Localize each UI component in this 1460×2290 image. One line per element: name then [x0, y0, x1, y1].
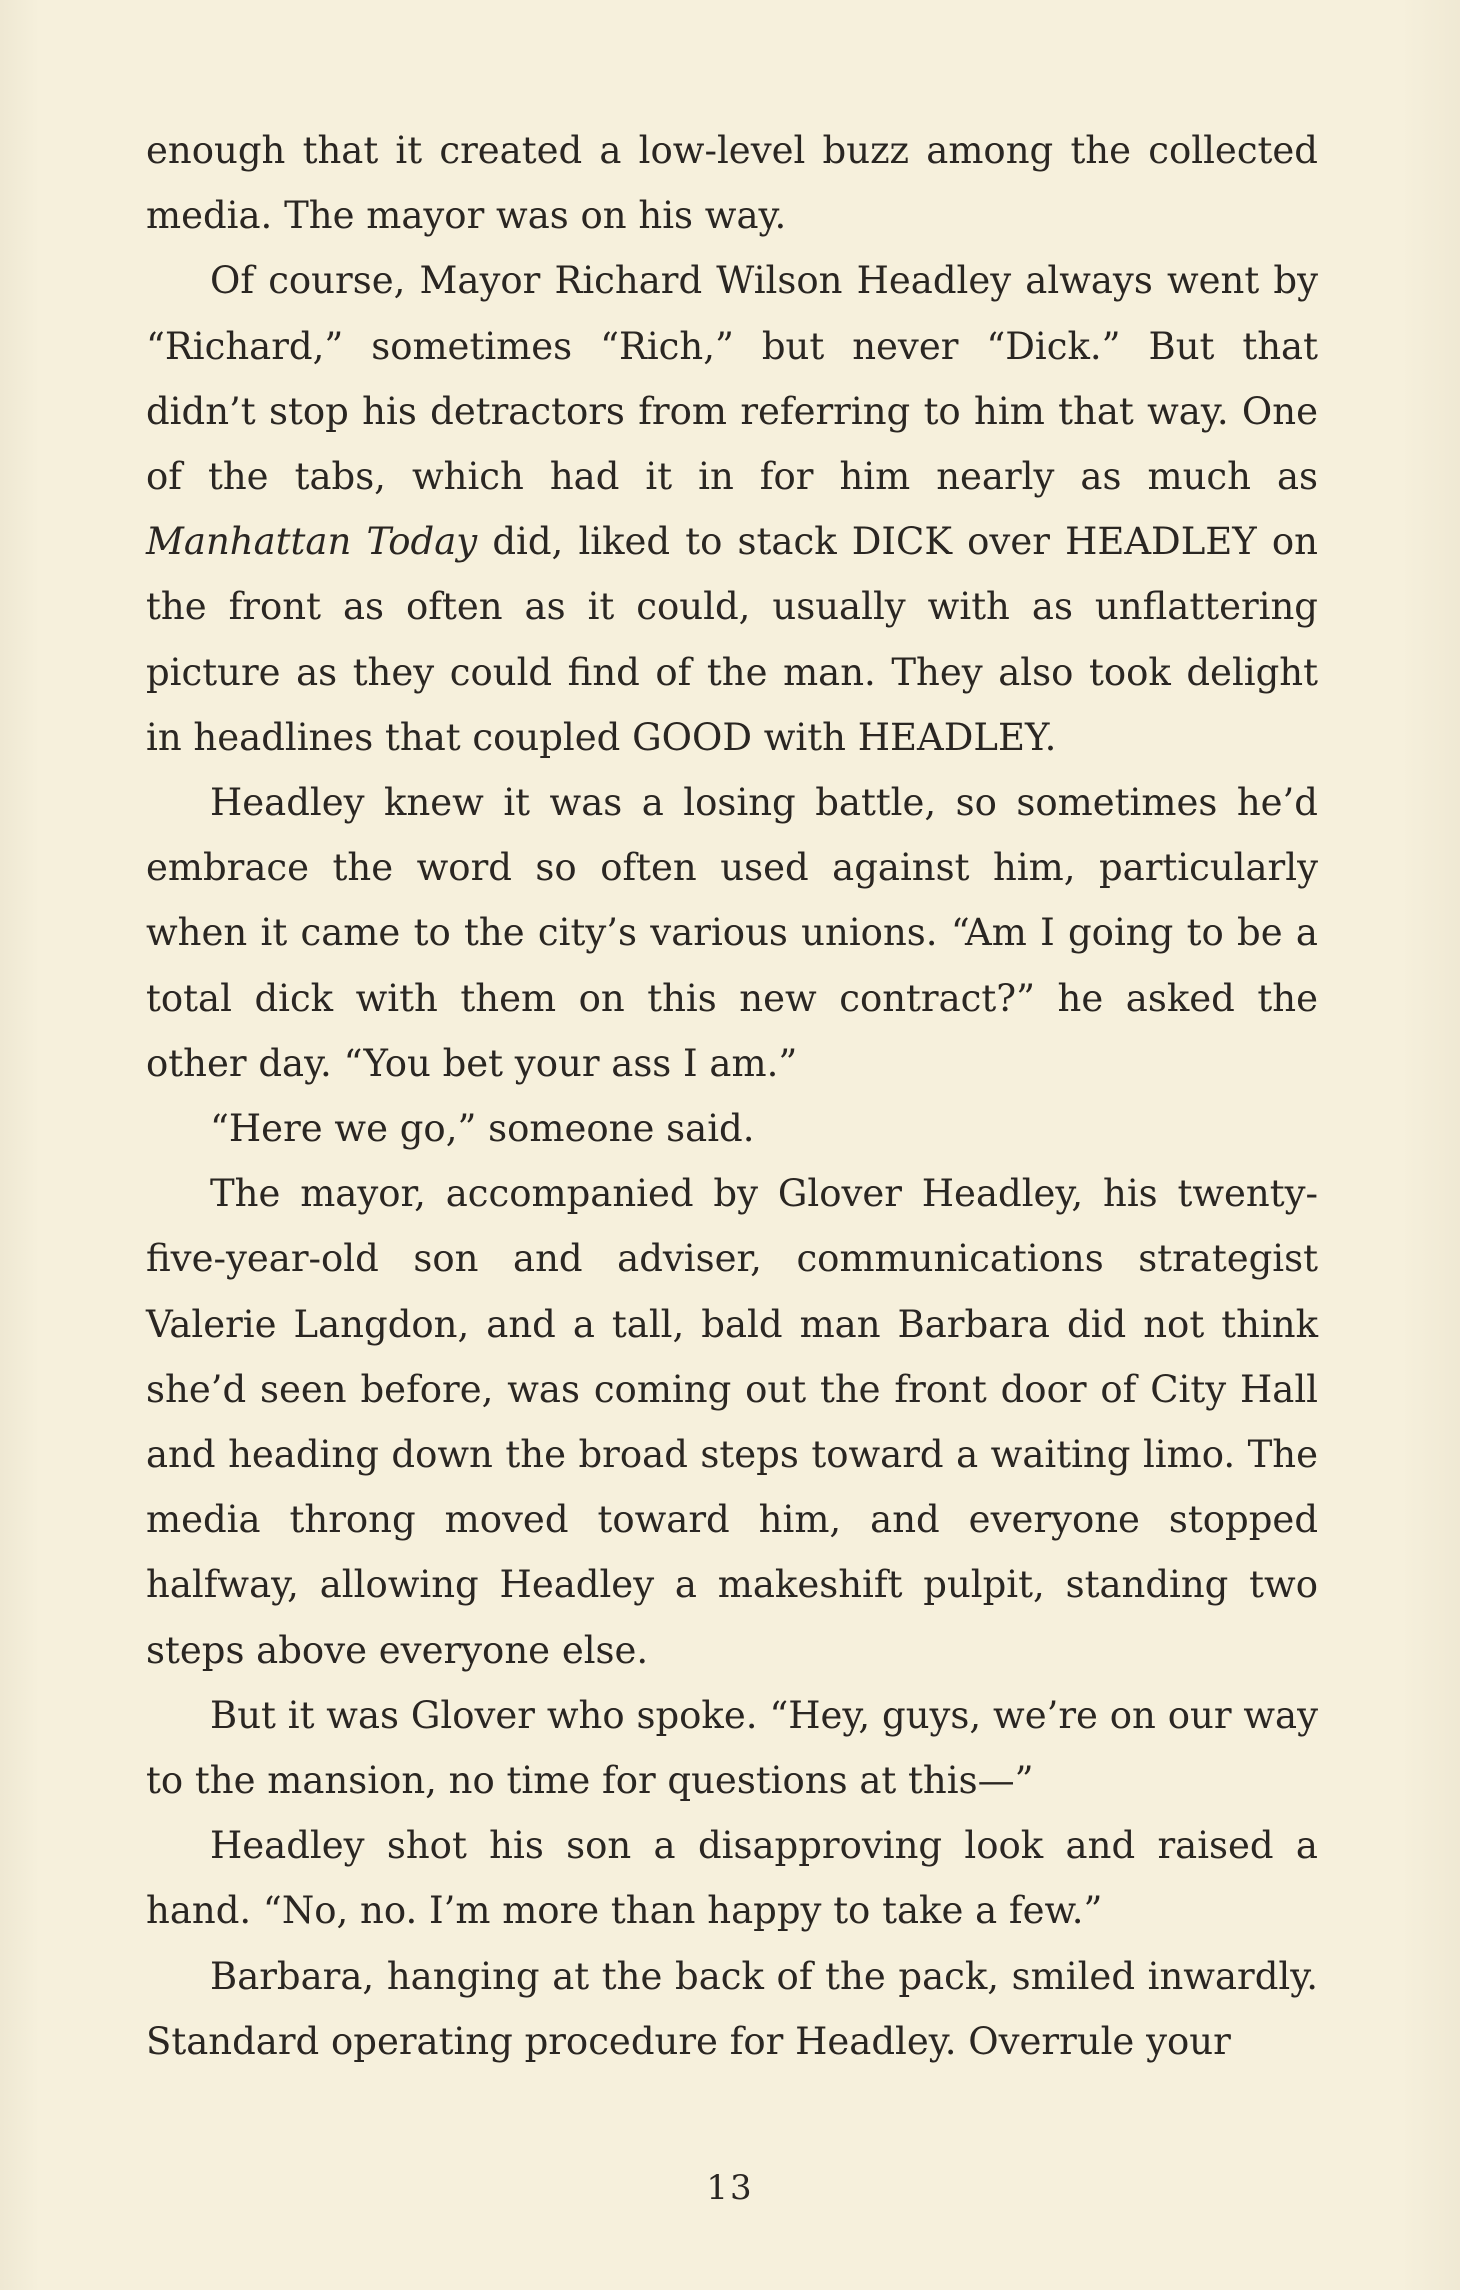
paragraph-text: enough that it created a low-level buzz among the collected media. The mayor was on his way. — [146, 129, 1318, 238]
paragraph-5 — [146, 1161, 1318, 1683]
paragraph-text: “Here we go,” someone said. — [210, 1107, 755, 1151]
paragraph-text: Headley shot his son a disapproving look and raised a hand. “No, no. I’m more than happy to take a few.” — [146, 1824, 1318, 1933]
paragraph-text: Of course, Mayor Richard Wilson Headley always went by “Richard,” sometimes “Rich,” but never “Dick.” But that didn’t stop his detractors from referring to him that way. One of the tabs, which had it in for him nearly as much as — [146, 259, 1318, 499]
paragraph-4 — [146, 1096, 1318, 1161]
paragraph-8 — [146, 1944, 1318, 2074]
paragraph-text: Headley knew it was a losing battle, so sometimes he’d embrace the word so often used against him, particularly when it came to the city’s various unions. “Am I going to be a total dick with them on this new contract?” he asked the other day. “You bet your ass I am.” — [146, 781, 1318, 1085]
paragraph-7 — [146, 1813, 1318, 1943]
paragraph-text: did, liked to stack DICK over HEADLEY on the front as often as it could, usually with as unflattering picture as they could find of the man. They also took delight in headlines that coupled GOOD with HEADLEY. — [146, 520, 1318, 759]
paragraph-2 — [146, 248, 1318, 770]
paragraph-3 — [146, 770, 1318, 1096]
paragraph-text: Barbara, hanging at the back of the pack, smiled inwardly. Standard operating procedure for Headley. Overrule your — [146, 1954, 1318, 2063]
italic-title: Manhattan Today — [146, 520, 478, 564]
body-text — [146, 118, 1318, 2074]
paragraph-text: The mayor, accompanied by Glover Headley, his twenty-five-year-old son and adviser, communications strategist Valerie Langdon, and a tall, bald man Barbara did not think she’d seen before, was coming out the front door of City Hall and heading down the broad steps toward a waiting limo. The media throng moved toward him, and everyone stopped halfway, allowing Headley a makeshift pulpit, standing two steps above everyone else. — [146, 1172, 1318, 1672]
paragraph-text: But it was Glover who spoke. “Hey, guys, we’re on our way to the mansion, no time for questions at this—” — [146, 1693, 1318, 1803]
paragraph-1 — [146, 118, 1318, 248]
page-number: 13 — [706, 2168, 754, 2208]
paragraph-6 — [146, 1683, 1318, 1813]
